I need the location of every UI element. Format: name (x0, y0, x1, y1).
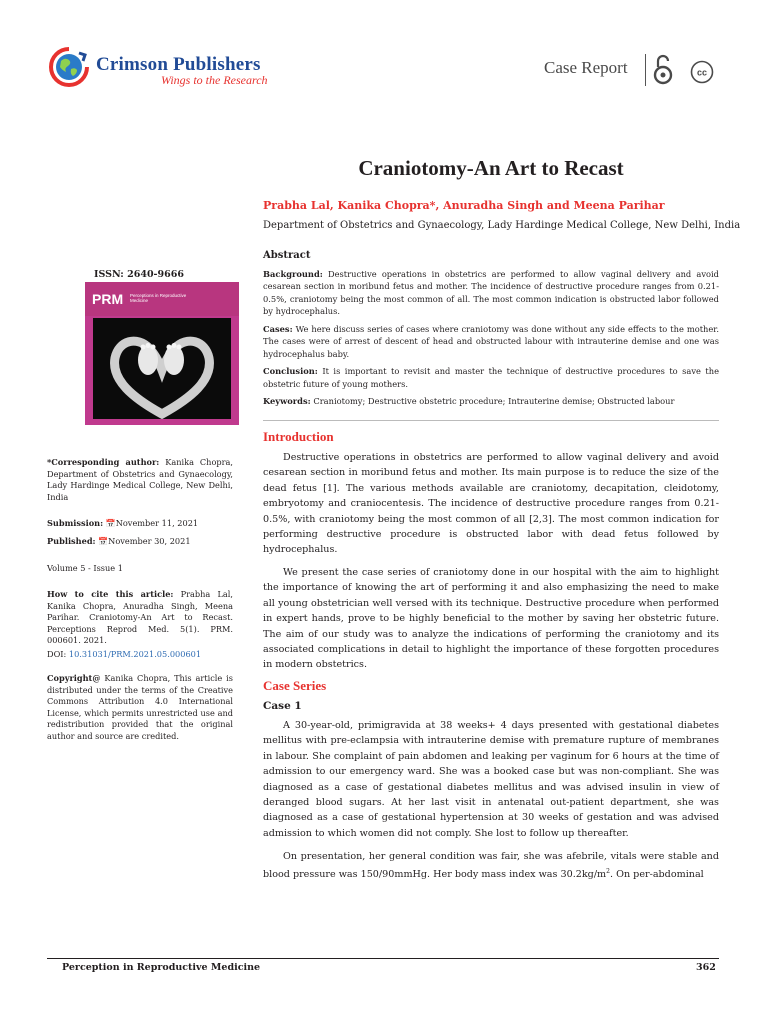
doi-row (47, 649, 233, 661)
case-1-paragraph-1: A 30-year-old, primigravida at 38 weeks+ 4 days presented with gestational diabetes mellitus with pre-eclampsia with intrauterine demise with premature rupture of membranes in labour. She complaint of pain abdomen and leaking per vaginum for 6 hours at the time of admission to our emergency ward. She was a booked case but was non-compliant. She was diagnosed as a case of gestational diabetes mellitus and was advised insulin in view of deranged blood sugars. At her last visit in antenatal out-patient department, she was diagnosed as a case of gestational hypertension at 30 weeks of gestation and was advised admission to which women did not comply. She lost to follow up thereafter. (263, 720, 719, 839)
abstract-divider (263, 420, 719, 421)
submission-label: Submission: (47, 518, 104, 528)
conclusion-text: It is important to revisit and master the technique of destructive procedures to save the obstetric future of young mothers. (263, 366, 719, 389)
copyright-label: Copyright@ (47, 673, 101, 683)
publisher-tagline: Wings to the Research (161, 73, 268, 87)
doi-link[interactable]: 10.31031/PRM.2021.05.000601 (68, 649, 202, 659)
footer-page-number: 362 (696, 962, 716, 973)
copyright-text: Kanika Chopra, This article is distributed under the terms of the Creative Commons Attribution 4.0 International License, which permits unrestricted use and redistribution provided that the original author and source are credited. (47, 673, 233, 741)
superscript-2: 2 (606, 868, 610, 876)
citation-text: Prabha Lal, Kanika Chopra, Anuradha Singh, Meena Parihar. Craniotomy-An Art to Recast. Perceptions Reprod Med. 5(1). PRM. 000601. 2021. (47, 589, 233, 645)
citation-label: How to cite this article: (47, 589, 174, 599)
submission-date: November 11, 2021 (115, 518, 199, 528)
submission-date-row (47, 518, 233, 530)
cover-acronym: PRM (92, 291, 124, 307)
footer-divider (47, 958, 719, 959)
case-1-paragraph-2-text: On presentation, her general condition was fair, she was afebrile, vitals were stable and blood pressure was 150/90mmHg. Her body mass index was 30.2kg/m (263, 851, 719, 881)
header-divider (645, 54, 646, 86)
author-affiliation: Department of Obstetrics and Gynaecology, Lady Hardinge Medical College, New Delhi, India (263, 220, 741, 231)
corresponding-author-label: *Corresponding author: (47, 457, 160, 467)
abstract-cases (263, 323, 719, 361)
calendar-icon: 📅 (98, 537, 109, 546)
background-label: Background: (263, 268, 323, 279)
issn-number: ISSN: 2640-9666 (94, 269, 184, 280)
keywords-text: Craniotomy; Destructive obstetric procedure; Intrauterine demise; Obstructed labour (310, 396, 675, 406)
open-access-icon (652, 53, 674, 85)
background-text: Destructive operations in obstetrics are performed to allow vaginal delivery and avoid cesarean section in moribund fetus and mother. The incidence of destructive procedure ranges from 0.21-0.5%, craniotomy being the most common of all. The most common indication is obstructed labor followed by hydrocephalus. (263, 268, 719, 316)
case-1-paragraph-2-tail: . On per-abdominal (609, 869, 704, 881)
cases-text: We here discuss series of cases where craniotomy was done without any side effects to the mother. The cases were of arrest of descent of head and obstructed labour with intrauterine demise and one was hydrocephalus baby. (263, 323, 719, 359)
conclusion-label: Conclusion: (263, 366, 318, 376)
publisher-name: Crimson Publishers (96, 54, 261, 75)
cover-subtitle: Perceptions in Reproductive Medicine (130, 293, 187, 303)
introduction-paragraph-1: Destructive operations in obstetrics are performed to allow vaginal delivery and avoid cesarean section in moribund fetus and mother. Its main purpose is to reduce the size of the dead fetus [1]. The various methods available are craniotomy, decapitation, cleidotomy, embryotomy and craniocentesis. The incidence of destructive procedure ranges from 0.21-0.5%, with craniotomy being the most common of all [2,3]. The most common indication for performing destructive procedure is obstructed labor with dead fetus followed by hydrocephalus. (263, 452, 719, 556)
hands-heart-photo (93, 318, 231, 419)
case-series-heading: Case Series (263, 678, 327, 693)
abstract-conclusion (263, 365, 719, 390)
footer-journal-name: Perception in Reproductive Medicine (62, 962, 261, 973)
journal-cover-image[interactable] (85, 282, 239, 425)
calendar-icon: 📅 (105, 519, 116, 528)
abstract-section (263, 250, 719, 413)
creative-commons-icon (690, 60, 714, 84)
abstract-keywords (263, 395, 719, 408)
svg-text:cc: cc (696, 67, 708, 78)
case-1-paragraph-2 (263, 849, 719, 883)
copyright-block (47, 673, 233, 742)
corresponding-author-text: Kanika Chopra, Department of Obstetrics and Gynaecology, Lady Hardinge Medical College, New Delhi, India (47, 457, 234, 502)
published-date: November 30, 2021 (108, 536, 191, 546)
introduction-heading: Introduction (263, 429, 334, 444)
abstract-background (263, 268, 719, 318)
volume-issue: Volume 5 - Issue 1 (47, 563, 123, 573)
corresponding-author (47, 457, 233, 503)
citation-block (47, 589, 233, 647)
abstract-heading: Abstract (263, 250, 311, 261)
author-list: Prabha Lal, Kanika Chopra*, Anuradha Singh and Meena Parihar (263, 199, 665, 212)
globe-logo-icon (49, 47, 89, 87)
case-1-heading: Case 1 (263, 700, 302, 712)
published-date-row (47, 536, 233, 548)
doi-label: DOI: (47, 649, 69, 659)
introduction-paragraph-2: We present the case series of craniotomy done in our hospital with the aim to highlight the importance of knowing the art of performing it and also emphasizing the need to make all young obstetrician well versed with its technique. Destructive procedure when performed in expert hands, prove to be highly beneficial to the mother by saving her obstetric future. The aim of our study was to analyze the indications of performing the craniotomy and its associated complications in detail to highlight the importance of these forgotten procedures in modern obstetrics. (263, 567, 719, 671)
keywords-label: Keywords: (263, 396, 311, 406)
published-label: Published: (47, 536, 96, 546)
article-type-label: Case Report (544, 58, 628, 77)
cases-label: Cases: (263, 323, 293, 334)
article-title: Craniotomy-An Art to Recast (358, 156, 624, 180)
